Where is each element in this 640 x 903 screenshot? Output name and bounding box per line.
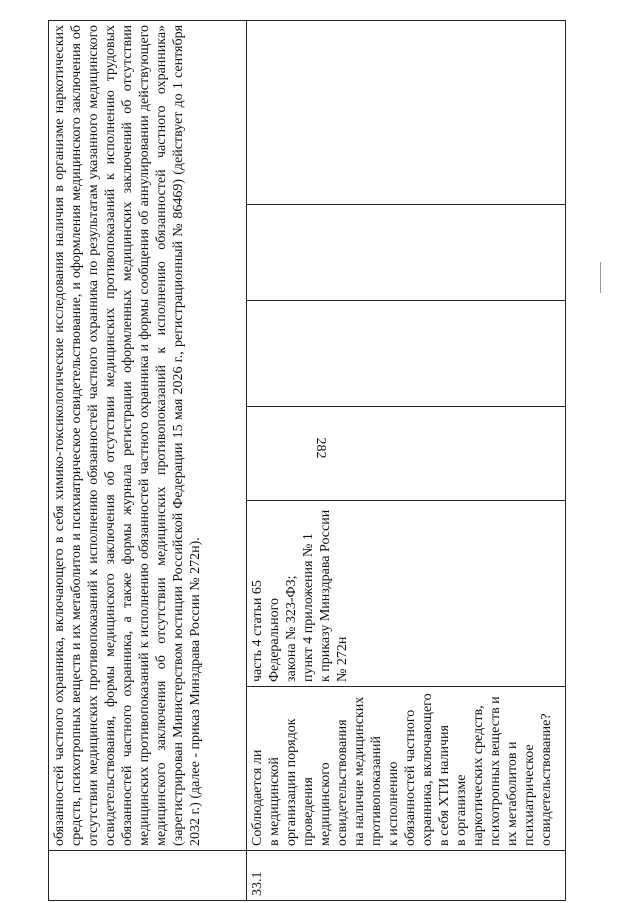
table-row-continuation [49, 20, 247, 900]
cell-empty-number [49, 851, 247, 901]
checklist-table [48, 20, 566, 901]
margin-rule [600, 262, 601, 293]
page-number: 282 [313, 437, 328, 459]
table-row-33-1 [247, 20, 566, 900]
legal-basis-text: часть 4 статьи 65 Федерального закона № 323-ФЗ; пункт 4 приложения № 1 к приказу Минздрава России № 272н [247, 501, 566, 687]
answer-no-cell [247, 301, 566, 407]
row-number: 33.1 [247, 851, 566, 901]
rotated-table-frame [48, 21, 566, 901]
continued-legal-text: обязанностей частного охранника, включающего в себя химико-токсикологические исследования наличия в организме наркотических средств, психотропных веществ и их метаболитов и психиатрическое освидетельствование, и оформления медицинского заключения об отсутствии медицинских противопоказаний к исполнению обязанностей частного охранника по результатам указанного медицинского освидетельствования, формы медицинского заключения об отсутствии медицинских противопоказаний к исполнению трудовых обязанностей частного охранника, а также формы журнала регистрации оформленных медицинских заключений об отсутствии медицинских противопоказаний к исполнению обязанностей частного охранника и формы сообщения об аннулировании действующего медицинского заключения об отсутствии медицинских противопоказаний к исполнению обязанностей частного охранника» (зарегистрирован Министерством юстиции Российской Федерации 15 мая 2026 г., регистрационный № 86469) (действует до 1 сентября 2032 г.) (далее - приказ Минздрава России № 272н). [49, 20, 247, 850]
answer-yes-cell [247, 407, 566, 501]
not-applicable-cell [247, 205, 566, 301]
note-cell [247, 20, 566, 204]
question-text: Соблюдается ли в медицинской организации порядок проведения медицинского освидетельствования на наличие медицинских противопоказаний к исполнению обязанностей частного охранника, включающего в себя ХТИ наличия в организме наркотических средств, психотропных веществ и их метаболитов и психиатрическое освидетельствование? [247, 687, 566, 851]
